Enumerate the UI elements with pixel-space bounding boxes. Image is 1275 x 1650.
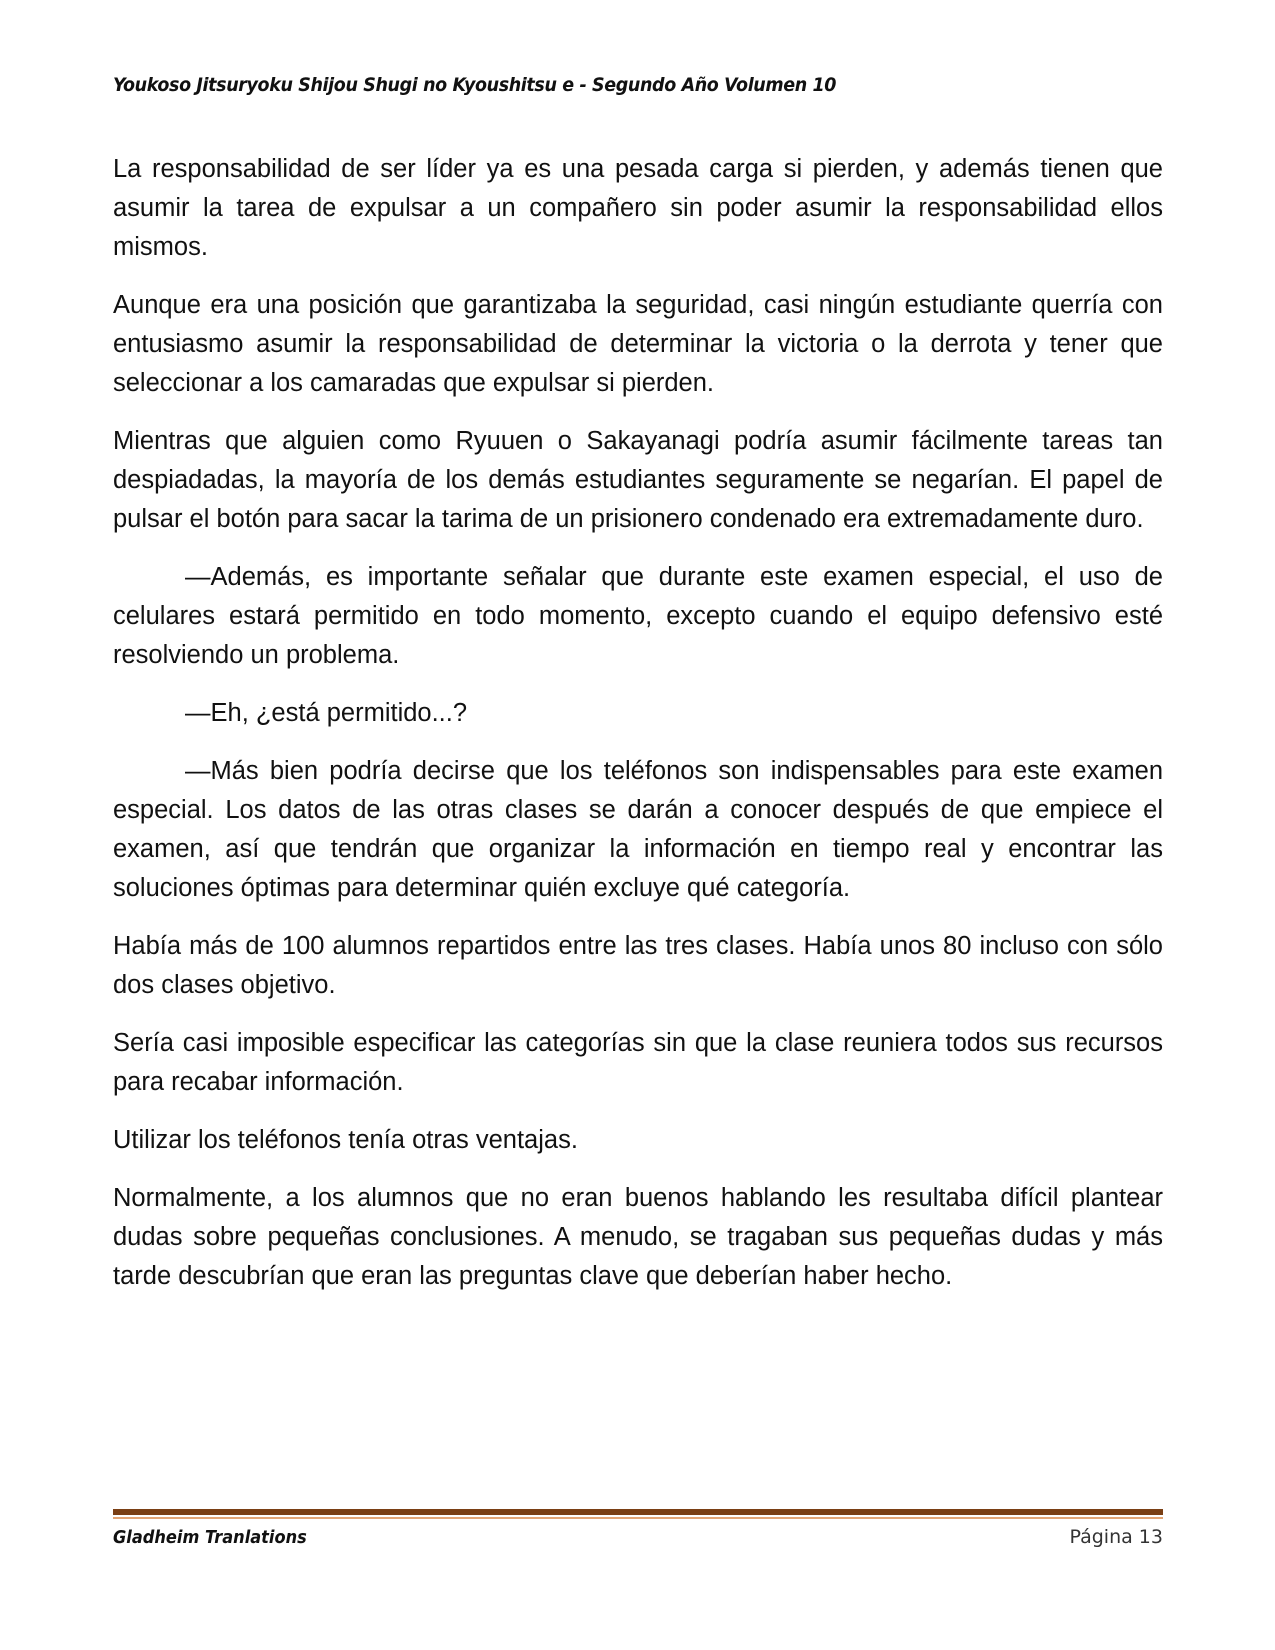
paragraph: Utilizar los teléfonos tenía otras ventajas. [113, 1126, 578, 1154]
footer-divider-thin [113, 1517, 1163, 1519]
paragraph: La responsabilidad de ser líder ya es una pesada carga si pierden, y además tienen que asumir la tarea de expulsar a un compañero sin poder asumir la responsabilidad ellos mismos. [113, 155, 1163, 261]
paragraph: Sería casi imposible especificar las categorías sin que la clase reuniera todos sus recursos para recabar información. [113, 1029, 1163, 1096]
paragraph: Normalmente, a los alumnos que no eran buenos hablando les resultaba difícil plantear dudas sobre pequeñas conclusiones. A menudo, se tragaban sus pequeñas dudas y más tarde descubrían que eran las preguntas clave que deberían haber hecho. [113, 1184, 1163, 1290]
page-number: Página 13 [1069, 1526, 1163, 1548]
paragraph: Aunque era una posición que garantizaba la seguridad, casi ningún estudiante querría con entusiasmo asumir la responsabilidad de determinar la victoria o la derrota y tener que seleccionar a los camaradas que expulsar si pierden. [113, 291, 1163, 397]
body-text [113, 150, 1163, 1315]
paragraph: Había más de 100 alumnos repartidos entre las tres clases. Había unos 80 incluso con sólo dos clases objetivo. [113, 932, 1163, 999]
dialogue-paragraph: —Eh, ¿está permitido...? [185, 699, 468, 727]
footer-divider [113, 1509, 1163, 1519]
dialogue-paragraph: —Además, es importante señalar que durante este examen especial, el uso de celulares estará permitido en todo momento, excepto cuando el equipo defensivo esté resolviendo un problema. [113, 563, 1163, 669]
paragraph: Mientras que alguien como Ryuuen o Sakayanagi podría asumir fácilmente tareas tan despiadadas, la mayoría de los demás estudiantes seguramente se negarían. El papel de pulsar el botón para sacar la tarima de un prisionero condenado era extremadamente duro. [113, 427, 1163, 533]
running-header: Youkoso Jitsuryoku Shijou Shugi no Kyoushitsu e - Segundo Año Volumen 10 [113, 74, 837, 96]
footer-credit: Gladheim Tranlations [113, 1527, 307, 1548]
dialogue-paragraph: —Más bien podría decirse que los teléfonos son indispensables para este examen especial. Los datos de las otras clases se darán a conocer después de que empiece el examen, así que tendrán que organizar la información en tiempo real y encontrar las soluciones óptimas para determinar quién excluye qué categoría. [113, 757, 1163, 902]
